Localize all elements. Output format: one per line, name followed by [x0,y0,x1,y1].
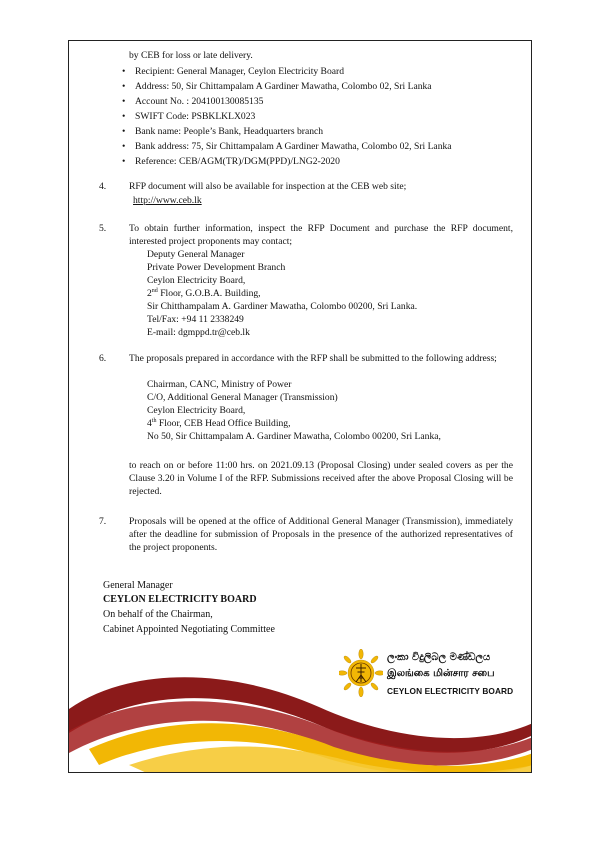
bank-detail-swift: • SWIFT Code: PSBKLKLX023 [135,110,255,123]
item-6-closing-text: to reach on or before 11:00 hrs. on 2021.09.13 (Proposal Closing) under sealed covers as per the Clause 3.20 in Volume I of the RFP. Submissions received after the above Proposal Closing will be rejected. [129,460,513,497]
contact-phone: Tel/Fax: +94 11 2338249 [147,314,244,325]
decorative-wave-graphic [69,661,532,773]
item-4-number: 4. [99,181,107,192]
bank-detail-bank-name: • Bank name: People’s Bank, Headquarters branch [135,125,323,138]
bank-detail-reference: • Reference: CEB/AGM(TR)/DGM(PPD)/LNG2-2020 [135,155,340,168]
contact-floor: 2nd Floor, G.O.B.A. Building, [147,287,261,299]
item-7-number: 7. [99,516,107,527]
item-6-number: 6. [99,353,107,364]
bank-detail-account: • Account No. : 204100130085135 [135,95,263,108]
signature-behalf: On behalf of the Chairman, [103,609,213,620]
submission-addressee: Chairman, CANC, Ministry of Power [147,379,292,390]
item-7-text: Proposals will be opened at the office of Additional General Manager (Transmission), immediately after the deadline for submission of Proposals in the presence of the authorized representatives of the project proponents. [129,516,513,553]
signature-committee: Cabinet Appointed Negotiating Committee [103,624,275,635]
item-5-text: To obtain further information, inspect the RFP Document and purchase the RFP document, interested project proponents may contact; [129,223,513,247]
contact-org: Ceylon Electricity Board, [147,275,246,286]
ceb-website-link[interactable]: http://www.ceb.lk [133,195,202,206]
logo-tamil-text: இலங்கை மின்சார சபை [387,668,495,679]
intro-line: by CEB for loss or late delivery. [129,50,253,61]
contact-branch: Private Power Development Branch [147,262,286,273]
signature-org: CEYLON ELECTRICITY BOARD [103,594,257,605]
submission-care-of: C/O, Additional General Manager (Transmission) [147,392,338,403]
contact-street: Sir Chitthampalam A. Gardiner Mawatha, Colombo 00200, Sri Lanka. [147,301,418,312]
submission-street: No 50, Sir Chittampalam A. Gardiner Mawatha, Colombo 00200, Sri Lanka, [147,431,441,442]
submission-org: Ceylon Electricity Board, [147,405,246,416]
bank-detail-address: • Address: 50, Sir Chittampalam A Gardiner Mawatha, Colombo 02, Sri Lanka [135,80,432,93]
item-5-number: 5. [99,223,107,234]
document-page [68,40,532,773]
contact-email: E-mail: dgmppd.tr@ceb.lk [147,327,250,338]
logo-sinhala-text: ලංකා විදුලිබල මණ්ඩලය [387,652,491,663]
bank-detail-bank-address: • Bank address: 75, Sir Chittampalam A Gardiner Mawatha, Colombo 02, Sri Lanka [135,140,452,153]
item-4-text: RFP document will also be available for inspection at the CEB web site; [129,181,407,192]
logo-english-text: CEYLON ELECTRICITY BOARD [387,686,514,696]
bank-detail-recipient: • Recipient: General Manager, Ceylon Electricity Board [135,65,344,78]
signature-title: General Manager [103,580,173,591]
item-6-text: The proposals prepared in accordance with the RFP shall be submitted to the following address; [129,353,497,364]
contact-title: Deputy General Manager [147,249,245,260]
submission-floor: 4th Floor, CEB Head Office Building, [147,417,291,429]
